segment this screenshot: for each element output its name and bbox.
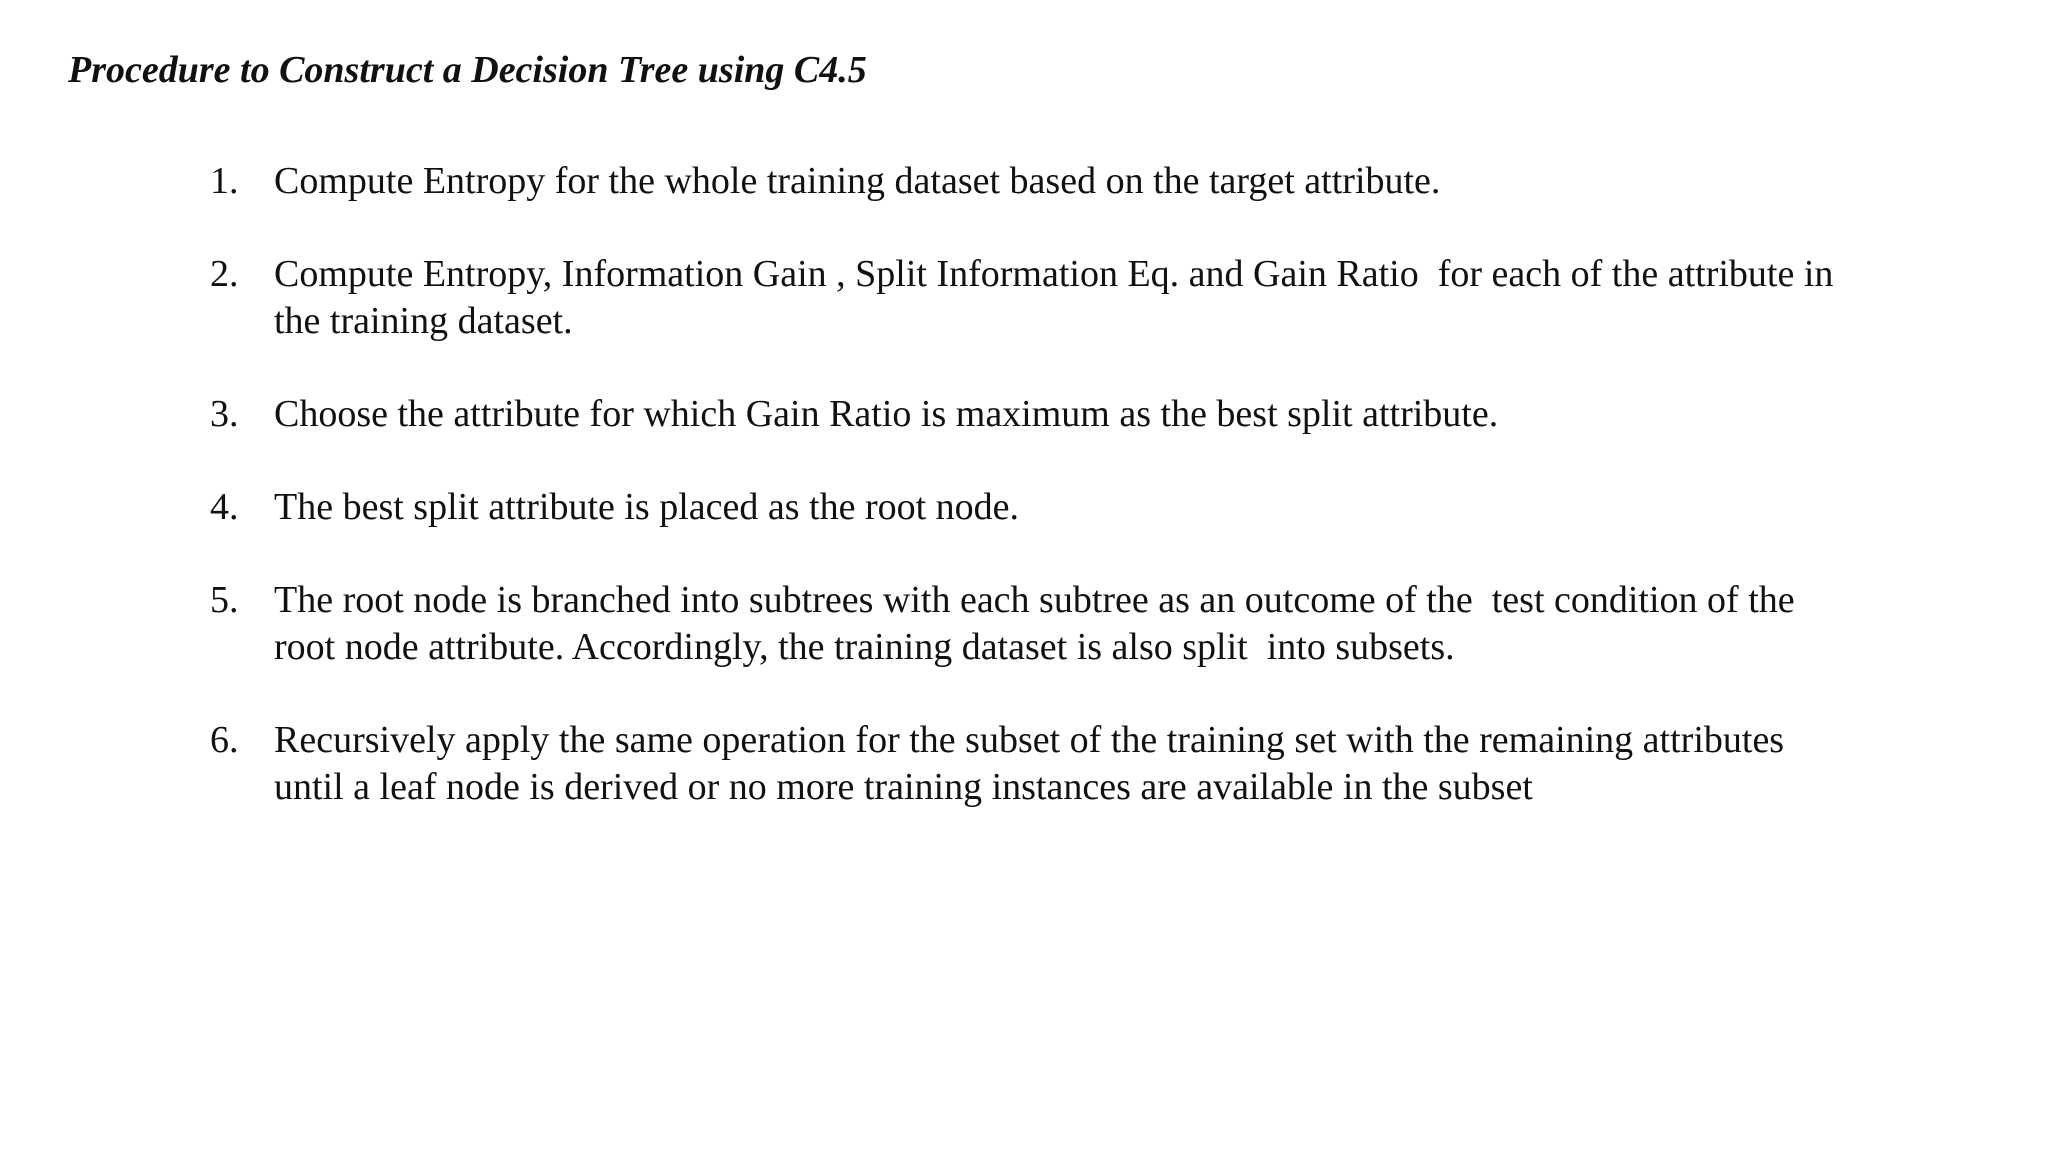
- step-item-4: [210, 484, 1860, 531]
- step-text: Choose the attribute for which Gain Ratio is maximum as the best split attribute.: [274, 393, 1499, 435]
- step-number: 1.: [210, 160, 239, 202]
- slide-title: Procedure to Construct a Decision Tree using C4.5: [68, 49, 867, 91]
- step-item-6: [210, 717, 1860, 811]
- step-item-1: [210, 158, 1860, 205]
- step-number: 5.: [210, 579, 239, 621]
- step-number: 2.: [210, 253, 239, 295]
- step-number: 3.: [210, 393, 239, 435]
- step-text: The root node is branched into subtrees with each subtree as an outcome of the test condition of the root node attribute. Accordingly, the training dataset is also split into subsets.: [274, 579, 1805, 668]
- step-text: Compute Entropy for the whole training dataset based on the target attribute.: [274, 160, 1441, 202]
- step-text: Recursively apply the same operation for the subset of the training set with the remaining attributes until a leaf node is derived or no more training instances are available in the subset: [274, 719, 1794, 808]
- step-item-5: [210, 577, 1860, 671]
- step-item-2: [210, 251, 1860, 345]
- step-number: 4.: [210, 486, 239, 528]
- step-item-3: [210, 391, 1860, 438]
- step-text: The best split attribute is placed as the root node.: [274, 486, 1020, 528]
- procedure-steps-list: [210, 158, 1860, 857]
- step-number: 6.: [210, 719, 239, 761]
- step-text: Compute Entropy, Information Gain , Split Information Eq. and Gain Ratio for each of the attribute in the training dataset.: [274, 253, 1843, 342]
